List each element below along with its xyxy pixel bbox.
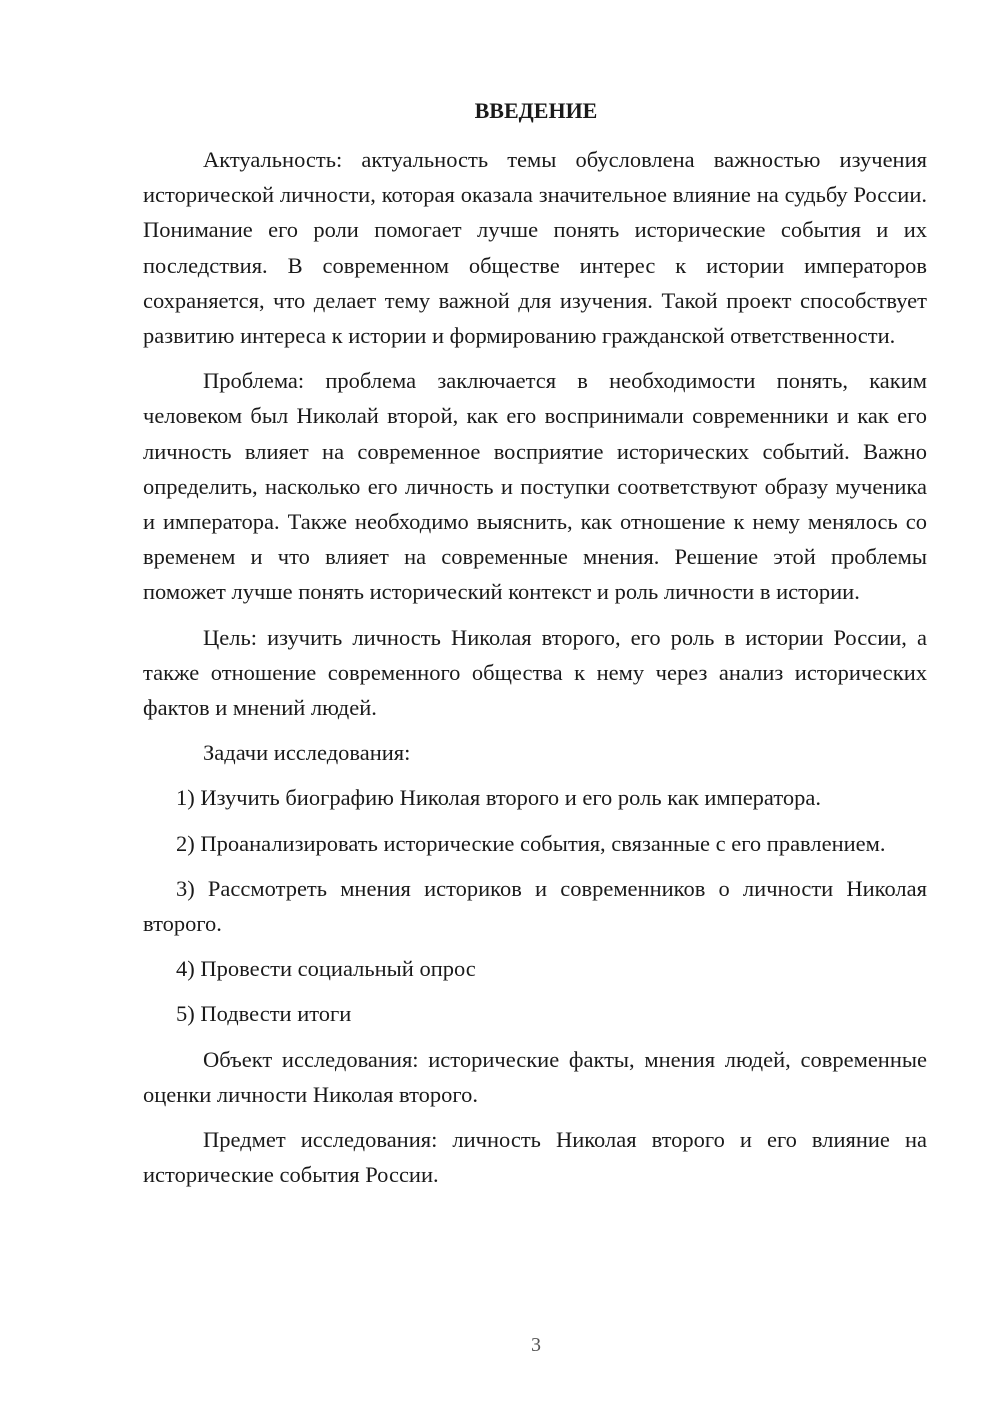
section-title: ВВЕДЕНИЕ bbox=[474, 98, 598, 123]
object-paragraph: Объект исследования: исторические факты, мнения людей, современные оценки личности Николая второго. bbox=[143, 1046, 927, 1107]
tasks-heading: Задачи исследования: bbox=[203, 740, 411, 766]
document-body bbox=[143, 142, 927, 1202]
relevance-paragraph: Актуальность: актуальность темы обусловлена важностью изучения исторической личности, которая оказала значительное влияние на судьбу России. Понимание его роли помогает лучше понять исторические события и их последствия. В современном обществе интерес к истории императоров сохраняется, что делает тему важной для изучения. Такой проект способствует развитию интереса к истории и формированию гражданской ответственности. bbox=[143, 147, 927, 349]
task-item-4: 4) Провести социальный опрос bbox=[176, 956, 476, 982]
goal-paragraph: Цель: изучить личность Николая второго, его роль в истории России, а также отношение современного общества к нему через анализ исторических фактов и мнений людей. bbox=[143, 624, 927, 721]
page-number: 3 bbox=[531, 1334, 541, 1356]
task-item-5: 5) Подвести итоги bbox=[176, 1001, 352, 1027]
task-item-1: 1) Изучить биографию Николая второго и его роль как императора. bbox=[176, 785, 821, 811]
task-item-2: 2) Проанализировать исторические события, связанные с его правлением. bbox=[176, 830, 886, 856]
task-item-3: 3) Рассмотреть мнения историков и современников о личности Николая второго. bbox=[143, 875, 927, 937]
subject-paragraph: Предмет исследования: личность Николая второго и его влияние на исторические события России. bbox=[143, 1127, 927, 1188]
problem-paragraph: Проблема: проблема заключается в необходимости понять, каким человеком был Николай второй, как его воспринимали современники и как его личность влияет на современное восприятие исторических событий. Важно определить, насколько его личность и поступки соответствуют образу мученика и императора. Также необходимо выяснить, как отношение к нему менялось со временем и что влияет на современные мнения. Решение этой проблемы поможет лучше понять исторический контекст и роль личности в истории. bbox=[143, 368, 927, 605]
